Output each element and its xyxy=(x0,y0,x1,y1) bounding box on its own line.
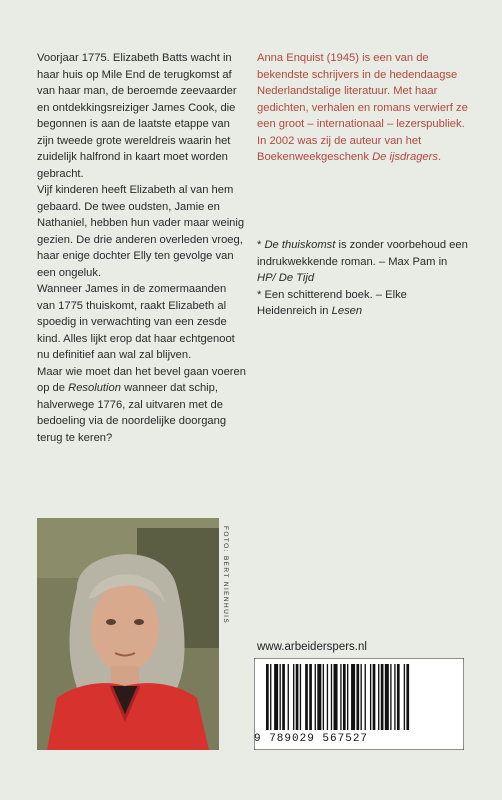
barcode-bar xyxy=(343,664,346,730)
blurb-paragraph: Wanneer James in de zomermaanden van 1775 thuiskomt, raakt Elizabeth al spoedig in verwachting van een zesde kind. Alles lijkt erop dat haar echtgenoot nu definitief aan wal zal blijven. xyxy=(37,283,235,361)
blurb-paragraph: Voorjaar 1775. Elizabeth Batts wacht in haar huis op Mile End de terugkomst af van haar man, de beroemde zeevaarder en ontdekkingsreiziger James Cook, die begonnen is aan de laatste etappe van zijn tweede grote wereldreis waarin het zuidelijk halfrond in kaart moet worden gebracht. xyxy=(37,52,237,180)
blurb-paragraph: Vijf kinderen heeft Elizabeth al van hem gebaard. De twee oudsten, Jamie en Nathaniel, hebben hun vader maar weinig gezien. De drie anderen overleden vroeg, haar enige dochter Elly ten gevolge van een ongeluk. xyxy=(37,184,245,279)
barcode-bar xyxy=(397,664,400,730)
isbn-number: 9 789029 567527 xyxy=(254,733,369,745)
publisher-website[interactable]: www.arbeiderspers.nl xyxy=(257,641,367,653)
press-quotes xyxy=(257,237,469,320)
barcode-bar xyxy=(406,664,409,730)
author-bio xyxy=(257,50,469,166)
barcode-bar xyxy=(340,664,341,730)
quote-text: is zonder voorbehoud een indrukwekkende roman. – Max Pam in xyxy=(257,239,468,268)
barcode-bar xyxy=(351,664,355,730)
barcode-bar xyxy=(390,664,391,730)
barcode-bar xyxy=(327,664,328,730)
barcode-bar xyxy=(381,664,384,730)
back-cover-blurb xyxy=(37,50,247,446)
barcode-bar xyxy=(373,664,376,730)
barcode-bar xyxy=(334,664,338,730)
barcode-bar xyxy=(317,664,321,730)
barcode-bar xyxy=(365,664,366,730)
barcode-bar xyxy=(274,664,278,730)
ship-name: Resolution xyxy=(68,382,121,394)
barcode-bar xyxy=(293,664,294,730)
photo-credit: FOTO: BERT NIENHUIS xyxy=(222,526,229,625)
barcode-bar xyxy=(305,664,308,730)
barcode-bar xyxy=(394,664,395,730)
author-bio-end: . xyxy=(437,151,442,163)
author-bio-text: Anna Enquist (1945) is een van de bekendste schrijvers in de hedendaagse Nederlandstalige literatuur. Met haar gedichten, verhalen en romans verwierf ze een groot – internationaal – lezerspubliek. In 2002 was zij de auteur van het Boekenweekgeschenk xyxy=(257,52,468,163)
barcode-bar xyxy=(370,664,371,730)
quote-text: Een schitterend boek. – Elke Heidenreich in xyxy=(257,288,407,317)
barcode-bar xyxy=(282,664,285,730)
barcode-bar xyxy=(315,664,316,730)
press-quote xyxy=(257,287,469,320)
barcode-bar xyxy=(347,664,348,730)
author-photo xyxy=(37,518,219,750)
blurb-text: wanneer dat schip, halverwege 1776, zal uitvaren met de bedoeling via de noordelijke doorgang terug te keren? xyxy=(37,382,227,444)
press-quote xyxy=(257,237,469,287)
quote-star: * xyxy=(257,239,265,251)
quote-star: * xyxy=(257,288,265,301)
barcode-bar xyxy=(378,664,379,730)
barcode-bar xyxy=(280,664,281,730)
author-portrait-illustration xyxy=(37,518,219,750)
barcode-bar xyxy=(300,664,301,730)
blurb-text: Maar wie moet dan het bevel gaan voeren op de xyxy=(37,365,246,394)
barcode-bar xyxy=(331,664,332,730)
blurb-paragraph xyxy=(37,364,247,447)
barcode-bar xyxy=(288,664,289,730)
quote-book-title: De thuiskomst xyxy=(264,239,336,251)
barcode-bar xyxy=(356,664,359,730)
barcode-bar xyxy=(270,664,271,730)
barcode-bar xyxy=(385,664,389,730)
barcode-bar xyxy=(309,664,312,730)
barcode-bar xyxy=(361,664,362,730)
barcode-bar xyxy=(404,664,405,730)
author-bio-title: De ijsdragers xyxy=(372,151,438,163)
barcode-bar xyxy=(323,664,324,730)
quote-source: HP/ De Tijd xyxy=(257,272,315,284)
barcode-bar xyxy=(296,664,299,730)
quote-source: Lesen xyxy=(331,305,363,317)
barcode-bar xyxy=(266,664,269,730)
